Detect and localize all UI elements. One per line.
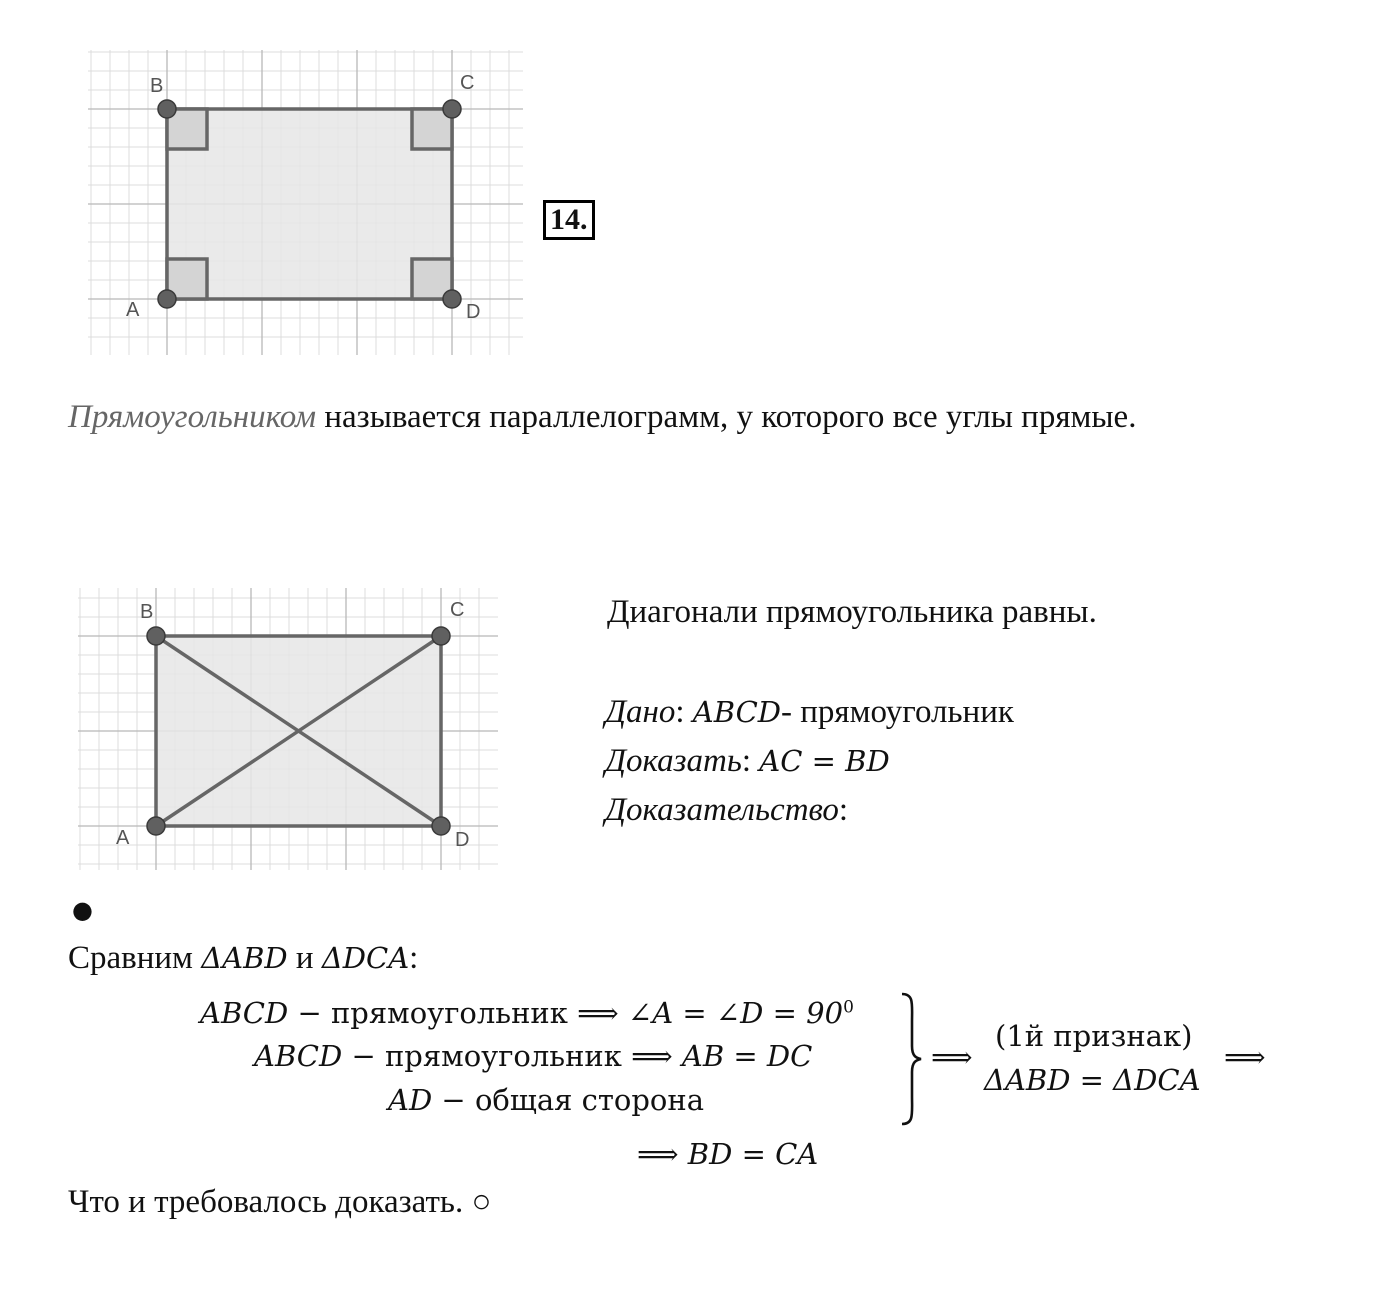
rectangle-figure-2 bbox=[78, 588, 498, 870]
implies-arrow-1: ⟹ bbox=[931, 1040, 973, 1074]
label-c: C bbox=[460, 72, 475, 94]
compare-line: Сравним ΔABD и ΔDCA: bbox=[68, 940, 419, 976]
proof-line-1: ABCD − прямоугольник ⟹ ∠A = ∠D = $90^0$ bbox=[200, 996, 854, 1030]
proof-line-3: AD − общая сторона bbox=[388, 1083, 705, 1117]
definition-text bbox=[68, 399, 1136, 436]
rectangle-abcd bbox=[167, 109, 452, 299]
implies-arrow-2: ⟹ bbox=[1224, 1040, 1266, 1074]
triangles-equal: ΔABD = ΔDCA bbox=[984, 1063, 1201, 1097]
given-label: Дано bbox=[605, 694, 676, 730]
prove-line: Доказать: AC = BD bbox=[605, 743, 890, 779]
triangle-dca: ΔDCA bbox=[321, 941, 410, 975]
label-a: A bbox=[126, 299, 140, 321]
conclusion: ⟹ BD = CA bbox=[637, 1137, 819, 1171]
criterion-text: (1й признак) bbox=[995, 1019, 1193, 1053]
prove-label: Доказать bbox=[605, 743, 742, 779]
given-rest: - прямоугольник bbox=[781, 694, 1014, 730]
bullet-point: ● bbox=[72, 896, 93, 924]
proof-label: Доказательство bbox=[605, 792, 839, 828]
prove-math: AC = BD bbox=[759, 744, 890, 778]
given-math: ABCD bbox=[692, 695, 782, 729]
label-d: D bbox=[455, 829, 470, 851]
definition-rest: называется параллелограмм, у которого все углы прямые. bbox=[316, 399, 1137, 435]
rectangle-figure-1 bbox=[88, 50, 523, 355]
label-c: C bbox=[450, 599, 465, 621]
qed-text: Что и требовалось доказать. ○ bbox=[68, 1184, 492, 1220]
proof-line: Доказательство: bbox=[605, 792, 849, 828]
label-d: D bbox=[466, 301, 481, 323]
label-b: B bbox=[150, 75, 164, 97]
label-a: A bbox=[116, 827, 130, 849]
right-brace bbox=[898, 992, 924, 1126]
triangle-abd: ΔABD bbox=[201, 941, 288, 975]
problem-number-badge: 14. bbox=[543, 200, 595, 240]
theorem-text: Диагонали прямоугольника равны. bbox=[607, 594, 1097, 630]
label-b: B bbox=[140, 601, 154, 623]
definition-term: Прямоугольником bbox=[68, 399, 317, 435]
given-line: Дано: ABCD- прямоугольник bbox=[605, 694, 1014, 730]
proof-line-2: ABCD − прямоугольник ⟹ AB = DC bbox=[254, 1039, 813, 1073]
